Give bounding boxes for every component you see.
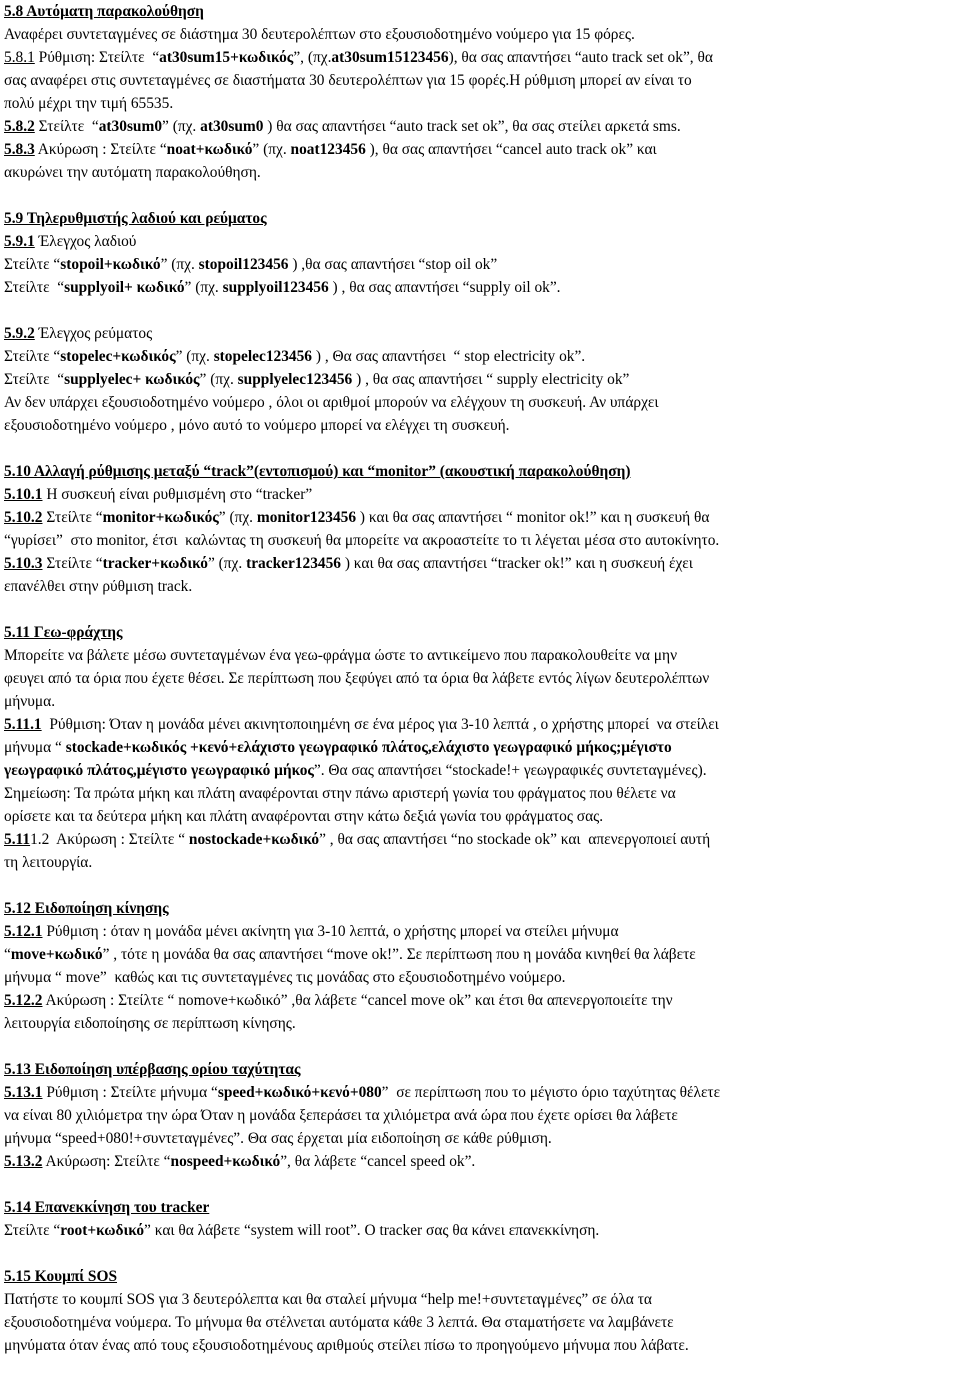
text-run: ”. Θα σας απαντήσει “stockade!+ γεωγραφικές συντεταγμένες).: [313, 762, 707, 779]
bold-run: γεωγραφικό πλάτος,μέγιστο γεωγραφικό μήκος: [4, 762, 314, 779]
text-run: “: [4, 946, 11, 963]
text-line: [4, 1311, 956, 1334]
text-run: Ακύρωση: Στείλτε “: [42, 1153, 171, 1170]
text-run: ) ,θα σας απαντήσει “stop oil ok”: [288, 256, 498, 273]
text-run: Ακύρωση : Στείλτε “ nomove+κωδικό” ,θα λάβετε “cancel move ok” και έτσι θα απενεργοποιείτε την: [42, 992, 673, 1009]
text-run: μήνυμα “ move” καθώς και τις συντεταγμένες τις μονάδας στο εξουσιοδοτημένο νούμερο.: [4, 969, 566, 986]
text-line: [4, 1265, 956, 1288]
bold-run: at30sum15+κωδικός: [159, 49, 294, 66]
text-run: Ρύθμιση : όταν η μονάδα μένει ακίνητη για 3-10 λεπτά, ο χρήστης μπορεί να στείλει μήνυμα: [42, 923, 619, 940]
text-run: σας αναφέρει στις συντεταγμένες σε διαστήματα 30 δευτερολέπτων για 15 φορές.Η ρύθμιση μπορεί αν είναι το: [4, 72, 692, 89]
bold-run: stockade+κωδικός +κενό+ελάχιστο γεωγραφικό πλάτος,ελάχιστο γεωγραφικό μήκος;μέγιστο: [65, 739, 672, 756]
text-line: [4, 253, 956, 276]
bold-run: monitor+κωδικός: [102, 509, 219, 526]
text-line: [4, 1058, 956, 1081]
text-run: ” (πχ.: [184, 279, 223, 296]
bold-run: root+κωδικό: [60, 1222, 145, 1239]
text-run: εξουσιοδοτημένα νούμερα. Το μήνυμα θα στέλνεται αυτόματα κάθε 3 λεπτά. Θα σταματήσετε να λαμβάνετε: [4, 1314, 674, 1331]
text-run: ”, θα λάβετε “cancel speed ok”.: [280, 1153, 476, 1170]
heading-run: 5.8.3: [4, 141, 35, 158]
heading-run: 5.11: [4, 831, 31, 848]
text-line: [4, 552, 956, 575]
text-line: [4, 391, 956, 414]
text-line: [4, 414, 956, 437]
heading-run: 5.8.2: [4, 118, 35, 135]
text-run: μηνύματα όταν ένας από τους εξουσιοδοτημένους αριθμούς στείλει πίσω το προηγούμενο μήνυμα που λάβατε.: [4, 1337, 689, 1354]
bold-run: speed+κωδικό+κενό+080: [217, 1084, 382, 1101]
text-run: ) , Θα σας απαντήσει “ stop electricity ok”.: [312, 348, 586, 365]
text-line: [4, 529, 956, 552]
text-line: [4, 368, 956, 391]
text-run: ” (πχ.: [175, 348, 214, 365]
text-run: Στείλτε “: [4, 371, 65, 388]
blank-line: [4, 1173, 956, 1196]
text-run: μήνυμα “: [4, 739, 66, 756]
heading-run: 5.11.1: [4, 716, 42, 733]
heading-run: 5.12.1: [4, 923, 43, 940]
text-line: [4, 828, 956, 851]
text-line: [4, 644, 956, 667]
text-run: Στείλτε “: [34, 118, 99, 135]
text-line: [4, 1334, 956, 1357]
text-run: ) και θα σας απαντήσει “ monitor ok!” και η συσκευή θα: [356, 509, 710, 526]
text-run: Στείλτε “: [42, 509, 103, 526]
heading-run: 5.13.1: [4, 1084, 43, 1101]
heading-run: 5.13.2: [4, 1153, 43, 1170]
text-run: ορίσετε και τα δεύτερα μήκη και πλάτη αναφέρονται στην κάτω δεξιά γωνία του φράγματος σας.: [4, 808, 604, 825]
text-run: Στείλτε “: [4, 348, 61, 365]
heading-run: 5.10.3: [4, 555, 43, 572]
text-line: [4, 690, 956, 713]
bold-run: at30sum0: [98, 118, 163, 135]
bold-run: monitor123456: [256, 509, 357, 526]
bold-run: stopelec123456: [213, 348, 312, 365]
text-line: [4, 345, 956, 368]
bold-run: supplyoil+ κωδικό: [64, 279, 185, 296]
text-run: Μπορείτε να βάλετε μέσω συντεταγμένων ένα γεω-φράγμα ώστε το αντικείμενο που παρακολουθείτε να μην: [4, 647, 678, 664]
text-run: Ρύθμιση: Όταν η μονάδα μένει ακινητοποιημένη σε ένα μέρος για 3-10 λεπτά , ο χρήστης μπορεί να στείλει: [41, 716, 719, 733]
text-run: Αν δεν υπάρχει εξουσιοδοτημένο νούμερο , όλοι οι αριθμοί μπορούν να ελέγχουν τη συσκευή. Αν υπάρχει: [4, 394, 659, 411]
text-run: Στείλτε “: [4, 279, 65, 296]
blank-line: [4, 184, 956, 207]
bold-run: supplyelec123456: [237, 371, 353, 388]
text-line: [4, 1081, 956, 1104]
text-line: [4, 713, 956, 736]
blank-line: [4, 598, 956, 621]
bold-run: supplyelec+ κωδικός: [64, 371, 200, 388]
text-line: [4, 1012, 956, 1035]
text-run: Ρύθμιση : Στείλτε μήνυμα “: [42, 1084, 218, 1101]
text-line: [4, 989, 956, 1012]
text-line: [4, 207, 956, 230]
text-line: [4, 46, 956, 69]
text-run: ” σε περίπτωση που το μέγιστο όριο ταχύτητας θέλετε: [381, 1084, 721, 1101]
bold-run: nostockade+κωδικό: [188, 831, 320, 848]
bold-run: supplyoil123456: [222, 279, 329, 296]
text-line: [4, 1127, 956, 1150]
text-run: να είναι 80 χιλιόμετρα την ώρα Όταν η μονάδα ξεπεράσει τα χιλιόμετρα ανά ώρα που έχετε ορίσει θα λάβετε: [4, 1107, 678, 1124]
underlined-run: 5.8.1: [4, 49, 35, 66]
heading-run: 5.11 Γεω-φράχτης: [4, 624, 123, 641]
bold-run: noat123456: [290, 141, 366, 158]
text-run: ) θα σας απαντήσει “auto track set ok”, θα σας στείλει αρκετά sms.: [263, 118, 681, 135]
bold-run: at30sum15123456: [331, 49, 449, 66]
bold-run: stopoil+κωδικό: [60, 256, 161, 273]
heading-run: 5.10.2: [4, 509, 43, 526]
text-line: [4, 138, 956, 161]
text-line: [4, 1150, 956, 1173]
text-run: πολύ μέχρι την τιμή 65535.: [4, 95, 174, 112]
text-run: ”, (πχ.: [293, 49, 332, 66]
heading-run: 5.9 Τηλερυθμιστής λαδιού και ρεύματος: [4, 210, 267, 227]
text-run: 1.2 Ακύρωση : Στείλτε “: [30, 831, 189, 848]
text-line: [4, 483, 956, 506]
text-run: Σημείωση: Τα πρώτα μήκη και πλάτη αναφέρονται στην πάνω αριστερή γωνία του φράγματος που θέλετε να: [4, 785, 676, 802]
blank-line: [4, 1035, 956, 1058]
text-run: Πατήστε το κουμπί SOS για 3 δευτερόλεπτα και θα σταλεί μήνυμα “help me!+συντεταγμένες” σε όλα τα: [4, 1291, 652, 1308]
text-run: ) , θα σας απαντήσει “ supply electricity ok”: [352, 371, 630, 388]
bold-run: at30sum0: [200, 118, 264, 135]
bold-run: nospeed+κωδικό: [170, 1153, 281, 1170]
text-run: ” (πχ.: [218, 509, 257, 526]
text-run: τη λειτουργία.: [4, 854, 93, 871]
text-run: Στείλτε “: [4, 1222, 61, 1239]
text-line: [4, 1196, 956, 1219]
text-line: [4, 506, 956, 529]
text-line: [4, 736, 956, 759]
text-line: [4, 1104, 956, 1127]
text-line: [4, 782, 956, 805]
text-line: [4, 851, 956, 874]
text-run: ” (πχ.: [162, 118, 201, 135]
text-run: ) , θα σας απαντήσει “supply oil ok”.: [328, 279, 561, 296]
text-run: ), θα σας απαντήσει “auto track set ok”, θα: [448, 49, 713, 66]
text-run: επανέλθει στην ρύθμιση track.: [4, 578, 193, 595]
bold-run: move+κωδικό: [10, 946, 103, 963]
text-run: Η συσκευή είναι ρυθμισμένη στο “tracker”: [42, 486, 313, 503]
text-line: [4, 943, 956, 966]
text-line: [4, 322, 956, 345]
text-line: [4, 23, 956, 46]
text-line: [4, 897, 956, 920]
text-line: [4, 161, 956, 184]
heading-run: 5.8 Αυτόματη παρακολούθηση: [4, 3, 204, 20]
heading-run: 5.9.1: [4, 233, 35, 250]
text-run: Ακύρωση : Στείλτε “: [34, 141, 167, 158]
text-run: Στείλτε “: [42, 555, 103, 572]
text-line: [4, 230, 956, 253]
text-run: “γυρίσει” στο monitor, έτσι καλώντας τη συσκευή θα μπορείτε να ακροαστείτε το τι λέγεται μέσα στο αυτοκίνητο.: [4, 532, 720, 549]
text-run: Έλεγχος ρεύματος: [34, 325, 153, 342]
text-line: [4, 92, 956, 115]
text-line: [4, 69, 956, 92]
blank-line: [4, 299, 956, 322]
bold-run: tracker123456: [246, 555, 341, 572]
text-run: μήνυμα “speed+080!+συντεταγμένες”. Θα σας έρχεται μία ειδοποίηση σε κάθε ρύθμιση.: [4, 1130, 552, 1147]
text-run: ” (πχ.: [207, 555, 247, 572]
text-run: ), θα σας απαντήσει “cancel auto track ok” και: [365, 141, 657, 158]
text-line: [4, 1288, 956, 1311]
text-line: [4, 805, 956, 828]
text-run: ” , θα σας απαντήσει “no stockade ok” και απενεργοποιεί αυτή: [319, 831, 711, 848]
heading-run: 5.10 Αλλαγή ρύθμισης μεταξύ “track”(εντοπισμού) και “monitor” (ακουστική παρακολούθηση): [4, 463, 631, 480]
text-run: ακυρώνει την αυτόματη παρακολούθηση.: [4, 164, 261, 181]
bold-run: tracker+κωδικό: [102, 555, 208, 572]
text-run: ” (πχ.: [252, 141, 291, 158]
text-run: Έλεγχος λαδιού: [34, 233, 137, 250]
blank-line: [4, 874, 956, 897]
heading-run: 5.10.1: [4, 486, 43, 503]
text-line: [4, 575, 956, 598]
heading-run: 5.12 Ειδοποίηση κίνησης: [4, 900, 169, 917]
text-run: μήνυμα.: [4, 693, 56, 710]
text-run: ” (πχ.: [199, 371, 238, 388]
heading-run: 5.9.2: [4, 325, 35, 342]
blank-line: [4, 437, 956, 460]
text-line: [4, 966, 956, 989]
text-line: [4, 759, 956, 782]
text-run: Αναφέρει συντεταγμένες σε διάστημα 30 δευτερολέπτων στο εξουσιοδοτημένο νούμερο για 15 φόρες.: [4, 26, 635, 43]
text-run: φευγει από τα όρια που έχετε θέσει. Σε περίπτωση που ξεφύγει από τα όρια θα λάβετε εντός λίγων δευτερολέπτων: [4, 670, 710, 687]
text-line: [4, 667, 956, 690]
text-run: Στείλτε “: [4, 256, 61, 273]
text-run: εξουσιοδοτημένο νούμερο , μόνο αυτό το νούμερο μπορεί να ελέγχει τη συσκευή.: [4, 417, 510, 434]
text-line: [4, 920, 956, 943]
text-line: [4, 621, 956, 644]
heading-run: 5.13 Ειδοποίηση υπέρβασης ορίου ταχύτητας: [4, 1061, 301, 1078]
text-line: [4, 115, 956, 138]
bold-run: stopoil123456: [198, 256, 289, 273]
text-run: Ρύθμιση: Στείλτε “: [34, 49, 160, 66]
text-run: ” , τότε η μονάδα θα σας απαντήσει “move ok!”. Σε περίπτωση που η μονάδα κινηθεί θα λάβετε: [102, 946, 696, 963]
bold-run: stopelec+κωδικός: [60, 348, 176, 365]
heading-run: 5.14 Επανεκκίνηση του tracker: [4, 1199, 210, 1216]
bold-run: noat+κωδικό: [166, 141, 253, 158]
text-line: [4, 460, 956, 483]
text-run: λειτουργία ειδοποίησης σε περίπτωση κίνησης.: [4, 1015, 296, 1032]
text-line: [4, 276, 956, 299]
text-run: ” (πχ.: [160, 256, 199, 273]
heading-run: 5.15 Κουμπί SOS: [4, 1268, 118, 1285]
text-line: [4, 0, 956, 23]
blank-line: [4, 1242, 956, 1265]
text-line: [4, 1219, 956, 1242]
heading-run: 5.12.2: [4, 992, 43, 1009]
text-run: ” και θα λάβετε “system will root”. Ο tracker σας θα κάνει επανεκκίνηση.: [144, 1222, 600, 1239]
text-run: ) και θα σας απαντήσει “tracker ok!” και η συσκευή έχει: [340, 555, 693, 572]
